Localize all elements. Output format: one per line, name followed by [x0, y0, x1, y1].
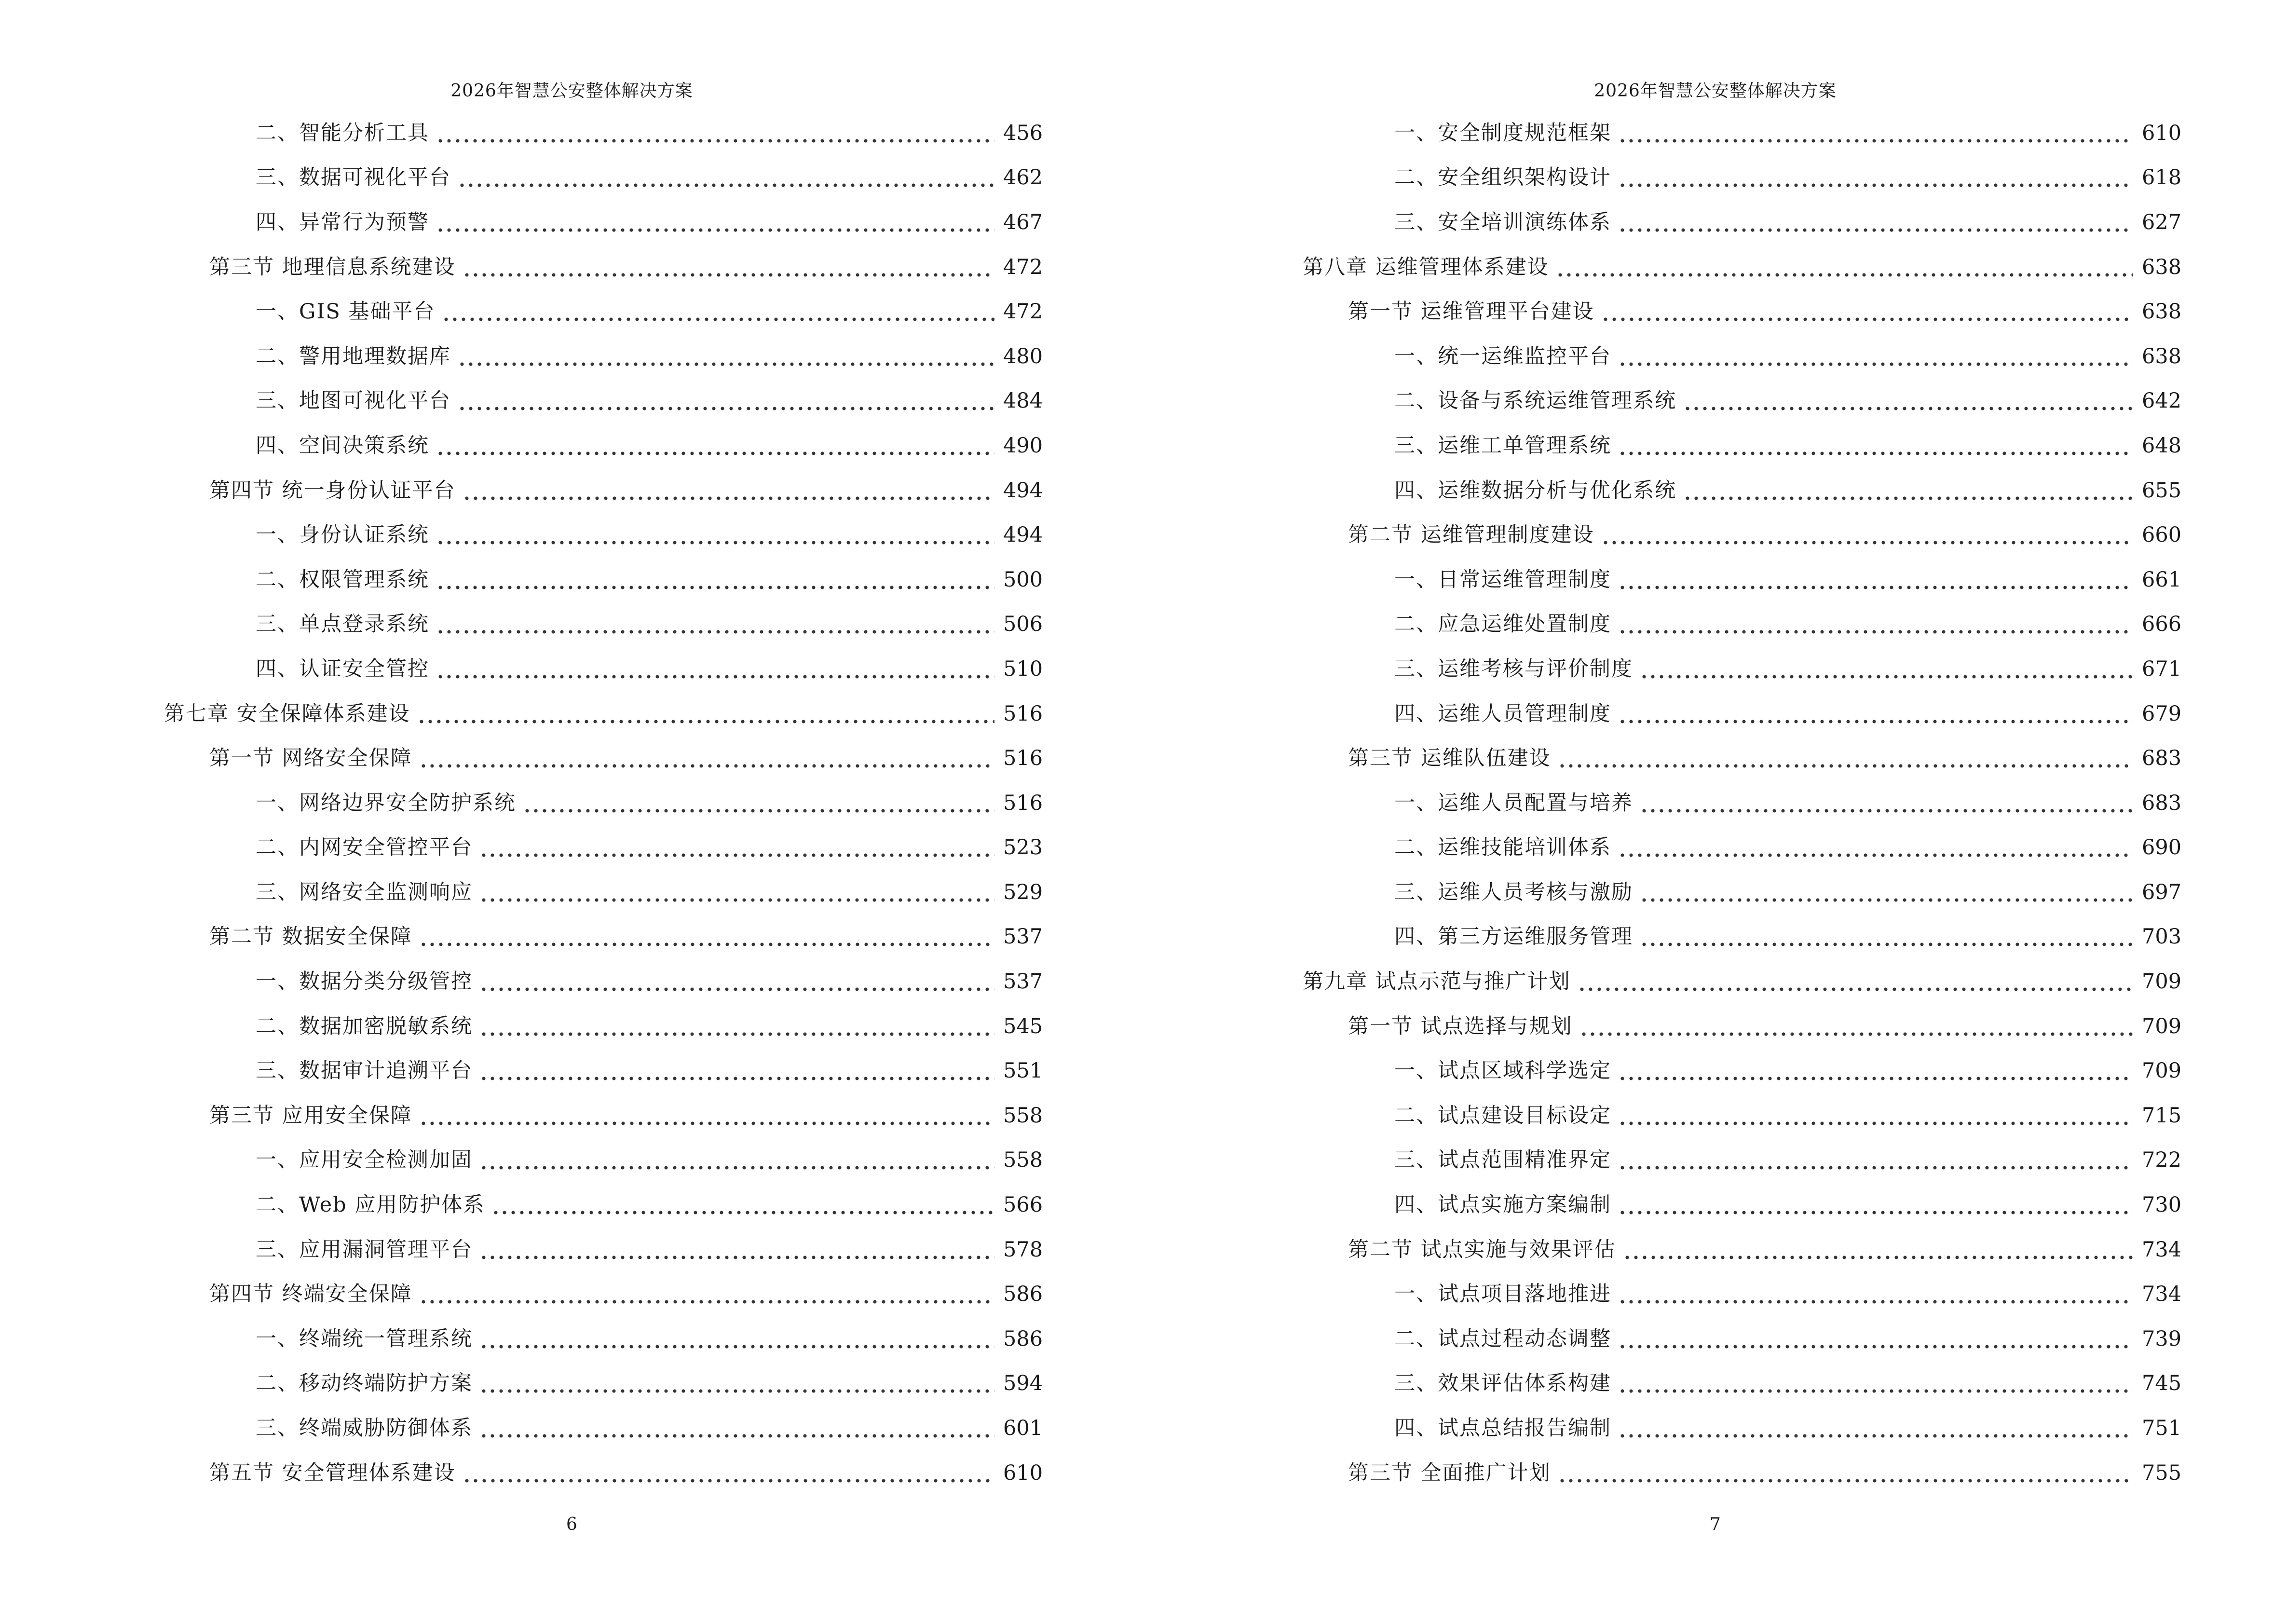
toc-entry-title: 第三节 全面推广计划 [1348, 1460, 1551, 1485]
toc-entry-title: 四、试点总结报告编制 [1394, 1416, 1611, 1441]
toc-entry-title: 四、认证安全管控 [256, 656, 429, 681]
toc-entry[interactable] [164, 1093, 1042, 1138]
toc-entry-page-number: 594 [1003, 1371, 1043, 1396]
toc-entry-page-number: 627 [2142, 210, 2182, 234]
toc-entry-title: 二、智能分析工具 [256, 121, 429, 145]
dot-leader [1683, 480, 2133, 501]
dot-leader [1601, 301, 2133, 322]
dot-leader [463, 257, 994, 278]
dot-leader [436, 570, 994, 590]
toc-entry-page-number: 516 [1003, 746, 1043, 771]
dot-leader [1558, 1463, 2133, 1484]
toc-entry-title: 第三节 应用安全保障 [209, 1103, 412, 1128]
toc-entry-title: 二、应急运维处置制度 [1394, 612, 1611, 637]
toc-entry[interactable] [164, 1049, 1042, 1093]
toc-entry-title: 三、单点登录系统 [256, 612, 429, 637]
dot-leader [436, 659, 994, 680]
dot-leader [1640, 659, 2133, 680]
dot-leader [1640, 882, 2133, 903]
toc-entry-title: 第四节 终端安全保障 [209, 1282, 412, 1307]
toc-entry-page-number: 638 [2142, 344, 2182, 368]
toc-entry[interactable] [164, 1004, 1042, 1049]
toc-entry-title: 二、警用地理数据库 [256, 344, 451, 368]
toc-entry-page-number: 679 [2142, 701, 2182, 726]
toc-entry-title: 三、运维考核与评价制度 [1394, 656, 1633, 681]
toc-entry-page-number: 703 [2142, 925, 2182, 949]
toc-entry-title: 第三节 运维队伍建设 [1348, 746, 1551, 771]
toc-entry[interactable] [1303, 1451, 2180, 1496]
toc-entry-page-number: 494 [1003, 523, 1043, 547]
toc-entry[interactable] [1303, 1317, 2180, 1362]
running-header: 2026年智慧公安整体解决方案 [1594, 81, 1837, 101]
toc-entry-page-number: 551 [1003, 1059, 1043, 1083]
dot-leader [479, 1329, 994, 1350]
dot-leader [1618, 1418, 2133, 1439]
toc-entry-page-number: 666 [2142, 612, 2182, 637]
toc-entry-page-number: 558 [1003, 1148, 1043, 1173]
toc-entry-title: 第一节 运维管理平台建设 [1348, 300, 1594, 324]
toc-entry-page-number: 697 [2142, 880, 2182, 904]
dot-leader [419, 748, 994, 769]
dot-leader [1601, 525, 2133, 546]
toc-entry[interactable] [1303, 156, 2180, 201]
toc-entry-title: 一、运维人员配置与培养 [1394, 791, 1633, 815]
toc-entry[interactable] [1303, 423, 2180, 468]
toc-entry-title: 一、安全制度规范框架 [1394, 121, 1611, 145]
toc-entry[interactable] [164, 602, 1042, 647]
toc-entry[interactable] [164, 915, 1042, 960]
dot-leader [1618, 212, 2133, 233]
toc-entry[interactable] [1303, 111, 2180, 156]
toc-entry-page-number: 500 [1003, 567, 1043, 592]
toc-entry-title: 第八章 运维管理体系建设 [1303, 255, 1549, 279]
table-of-contents [164, 111, 1042, 1495]
toc-entry[interactable] [164, 111, 1042, 156]
toc-entry[interactable] [164, 1138, 1042, 1183]
toc-entry-page-number: 715 [2142, 1103, 2182, 1128]
toc-entry-title: 三、数据可视化平台 [256, 165, 451, 190]
toc-entry[interactable] [164, 870, 1042, 915]
toc-entry-title: 四、异常行为预警 [256, 210, 429, 234]
toc-entry[interactable] [1303, 468, 2180, 513]
dot-leader [436, 212, 994, 233]
toc-entry[interactable] [1303, 513, 2180, 558]
toc-entry-title: 四、第三方运维服务管理 [1394, 925, 1633, 949]
dot-leader [417, 704, 994, 724]
toc-entry-page-number: 472 [1003, 255, 1043, 279]
toc-entry[interactable] [164, 379, 1042, 424]
dot-leader [479, 1150, 994, 1171]
toc-entry-page-number: 683 [2142, 746, 2182, 771]
toc-entry-page-number: 467 [1003, 210, 1043, 234]
toc-entry[interactable] [164, 647, 1042, 692]
toc-entry[interactable] [1303, 1272, 2180, 1317]
toc-entry-page-number: 660 [2142, 523, 2182, 547]
toc-entry[interactable] [1303, 245, 2180, 290]
dot-leader [1618, 1150, 2133, 1171]
toc-entry-title: 二、权限管理系统 [256, 567, 429, 592]
dot-leader [419, 927, 994, 947]
toc-entry-page-number: 618 [2142, 165, 2182, 190]
toc-entry-title: 第一节 网络安全保障 [209, 746, 412, 771]
toc-entry-page-number: 709 [2142, 1014, 2182, 1038]
toc-entry[interactable] [164, 423, 1042, 468]
toc-entry[interactable] [1303, 692, 2180, 737]
toc-entry-page-number: 610 [1003, 1460, 1043, 1485]
toc-entry-title: 第二节 数据安全保障 [209, 925, 412, 949]
toc-entry-title: 一、统一运维监控平台 [1394, 344, 1611, 368]
dot-leader [436, 436, 994, 456]
toc-entry[interactable] [164, 468, 1042, 513]
dot-leader [1618, 614, 2133, 635]
toc-entry-title: 四、试点实施方案编制 [1394, 1193, 1611, 1217]
toc-entry[interactable] [1303, 602, 2180, 647]
toc-entry[interactable] [1303, 1183, 2180, 1228]
toc-entry-page-number: 472 [1003, 300, 1043, 324]
toc-entry-page-number: 462 [1003, 165, 1043, 190]
toc-entry[interactable] [164, 156, 1042, 201]
toc-entry-page-number: 529 [1003, 880, 1043, 904]
toc-entry[interactable] [1303, 334, 2180, 379]
toc-entry-page-number: 456 [1003, 121, 1043, 145]
toc-entry[interactable] [1303, 1362, 2180, 1406]
toc-entry-title: 第二节 运维管理制度建设 [1348, 523, 1594, 547]
dot-leader [1578, 971, 2133, 992]
page-number: 7 [1710, 1515, 1721, 1534]
toc-entry[interactable] [164, 1406, 1042, 1451]
dot-leader [479, 1418, 994, 1439]
toc-entry[interactable] [1303, 1004, 2180, 1049]
toc-entry-page-number: 638 [2142, 300, 2182, 324]
toc-entry-title: 第四节 统一身份认证平台 [209, 478, 456, 503]
toc-entry[interactable] [1303, 826, 2180, 871]
toc-entry-page-number: 722 [2142, 1148, 2182, 1173]
toc-entry-title: 二、运维技能培训体系 [1394, 835, 1611, 860]
toc-entry-page-number: 751 [2142, 1416, 2182, 1441]
toc-entry-title: 一、网络边界安全防护系统 [256, 791, 516, 815]
dot-leader [1579, 1016, 2133, 1037]
dot-leader [1618, 123, 2133, 144]
toc-entry-page-number: 516 [1003, 701, 1043, 726]
dot-leader [491, 1195, 994, 1215]
toc-entry-title: 二、数据加密脱敏系统 [256, 1014, 473, 1038]
toc-entry-page-number: 537 [1003, 969, 1043, 994]
dot-leader [479, 1016, 994, 1037]
dot-leader [458, 346, 994, 367]
toc-entry-title: 一、GIS 基础平台 [256, 300, 436, 324]
toc-entry[interactable] [164, 736, 1042, 781]
toc-entry-page-number: 516 [1003, 791, 1043, 815]
document-page-right [1144, 0, 2287, 1624]
toc-entry-page-number: 683 [2142, 791, 2182, 815]
toc-entry-title: 第九章 试点示范与推广计划 [1303, 969, 1571, 994]
dot-leader [1618, 436, 2133, 456]
dot-leader [1618, 346, 2133, 367]
toc-entry-page-number: 490 [1003, 433, 1043, 458]
dot-leader [442, 301, 994, 322]
toc-entry-title: 一、终端统一管理系统 [256, 1326, 473, 1351]
toc-entry-page-number: 480 [1003, 344, 1043, 368]
toc-entry-title: 第一节 试点选择与规划 [1348, 1014, 1573, 1038]
toc-entry[interactable] [164, 826, 1042, 871]
toc-entry-page-number: 601 [1003, 1416, 1043, 1441]
toc-entry-title: 二、Web 应用防护体系 [256, 1193, 485, 1217]
toc-entry[interactable] [164, 558, 1042, 602]
toc-entry-title: 三、数据审计追溯平台 [256, 1059, 473, 1083]
dot-leader [1618, 1105, 2133, 1126]
toc-entry[interactable] [164, 1183, 1042, 1228]
toc-entry[interactable] [1303, 1228, 2180, 1272]
toc-entry-title: 一、试点区域科学选定 [1394, 1059, 1611, 1083]
toc-entry[interactable] [164, 781, 1042, 826]
toc-entry[interactable] [164, 289, 1042, 334]
dot-leader [1618, 1329, 2133, 1350]
toc-entry-title: 第五节 安全管理体系建设 [209, 1460, 456, 1485]
toc-entry[interactable] [1303, 736, 2180, 781]
toc-entry-page-number: 734 [2142, 1282, 2182, 1307]
toc-entry[interactable] [164, 334, 1042, 379]
dot-leader [523, 793, 994, 814]
toc-entry[interactable] [1303, 1406, 2180, 1451]
dot-leader [479, 1061, 994, 1081]
dot-leader [1623, 1240, 2133, 1260]
toc-entry-title: 二、内网安全管控平台 [256, 835, 473, 860]
toc-entry-title: 二、设备与系统运维管理系统 [1394, 389, 1676, 413]
dot-leader [436, 123, 994, 144]
toc-entry-page-number: 586 [1003, 1282, 1043, 1307]
dot-leader [479, 971, 994, 992]
toc-entry-title: 二、试点过程动态调整 [1394, 1326, 1611, 1351]
dot-leader [419, 1105, 994, 1126]
toc-entry-title: 三、地图可视化平台 [256, 389, 451, 413]
dot-leader [1683, 391, 2133, 411]
dot-leader [1618, 570, 2133, 590]
dot-leader [479, 882, 994, 903]
toc-entry[interactable] [1303, 289, 2180, 334]
dot-leader [463, 480, 994, 501]
toc-entry-page-number: 545 [1003, 1014, 1043, 1038]
toc-entry[interactable] [1303, 915, 2180, 960]
toc-entry-title: 四、运维人员管理制度 [1394, 701, 1611, 726]
toc-entry-page-number: 537 [1003, 925, 1043, 949]
toc-entry-page-number: 586 [1003, 1326, 1043, 1351]
toc-entry[interactable] [1303, 1138, 2180, 1183]
toc-entry[interactable] [164, 959, 1042, 1004]
toc-entry[interactable] [1303, 647, 2180, 692]
dot-leader [1618, 1373, 2133, 1394]
toc-entry[interactable] [164, 1272, 1042, 1317]
toc-entry-title: 第七章 安全保障体系建设 [164, 701, 410, 726]
dot-leader [458, 391, 994, 411]
toc-entry-title: 三、终端威胁防御体系 [256, 1416, 473, 1441]
dot-leader [479, 1240, 994, 1260]
dot-leader [1618, 167, 2133, 188]
toc-entry-title: 二、试点建设目标设定 [1394, 1103, 1611, 1128]
toc-entry-page-number: 566 [1003, 1193, 1043, 1217]
toc-entry-title: 三、应用漏洞管理平台 [256, 1237, 473, 1262]
toc-entry[interactable] [164, 1228, 1042, 1272]
toc-entry-page-number: 638 [2142, 255, 2182, 279]
toc-entry[interactable] [164, 513, 1042, 558]
toc-entry[interactable] [1303, 1093, 2180, 1138]
toc-entry-page-number: 494 [1003, 478, 1043, 503]
toc-entry[interactable] [1303, 1049, 2180, 1093]
toc-entry-title: 四、运维数据分析与优化系统 [1394, 478, 1676, 503]
dot-leader [1618, 837, 2133, 858]
dot-leader [463, 1463, 994, 1484]
dot-leader [458, 167, 994, 188]
toc-entry[interactable] [164, 1451, 1042, 1496]
dot-leader [1618, 704, 2133, 724]
toc-entry-page-number: 484 [1003, 389, 1043, 413]
toc-entry-page-number: 661 [2142, 567, 2182, 592]
toc-entry-page-number: 690 [2142, 835, 2182, 860]
table-of-contents [1303, 111, 2180, 1495]
running-header: 2026年智慧公安整体解决方案 [450, 81, 693, 101]
toc-entry[interactable] [1303, 781, 2180, 826]
dot-leader [1640, 793, 2133, 814]
toc-entry-page-number: 755 [2142, 1460, 2182, 1485]
toc-entry-title: 第二节 试点实施与效果评估 [1348, 1237, 1616, 1262]
toc-entry-title: 一、身份认证系统 [256, 523, 429, 547]
dot-leader [1618, 1195, 2133, 1215]
toc-entry-title: 三、网络安全监测响应 [256, 880, 473, 904]
toc-entry-title: 四、空间决策系统 [256, 433, 429, 458]
dot-leader [1556, 257, 2133, 278]
dot-leader [436, 614, 994, 635]
toc-entry-page-number: 610 [2142, 121, 2182, 145]
toc-entry[interactable] [1303, 558, 2180, 602]
toc-entry-page-number: 671 [2142, 656, 2182, 681]
toc-entry[interactable] [1303, 959, 2180, 1004]
toc-entry[interactable] [164, 200, 1042, 245]
toc-entry-title: 三、运维人员考核与激励 [1394, 880, 1633, 904]
toc-entry[interactable] [164, 245, 1042, 290]
dot-leader [479, 837, 994, 858]
toc-entry-title: 三、安全培训演练体系 [1394, 210, 1611, 234]
toc-entry-page-number: 642 [2142, 389, 2182, 413]
toc-entry-page-number: 730 [2142, 1193, 2182, 1217]
toc-entry-page-number: 523 [1003, 835, 1043, 860]
toc-entry-page-number: 648 [2142, 433, 2182, 458]
dot-leader [1640, 927, 2133, 947]
toc-entry-page-number: 578 [1003, 1237, 1043, 1262]
dot-leader [1618, 1284, 2133, 1305]
toc-entry[interactable] [1303, 200, 2180, 245]
toc-entry[interactable] [1303, 870, 2180, 915]
toc-entry-title: 一、日常运维管理制度 [1394, 567, 1611, 592]
toc-entry-page-number: 558 [1003, 1103, 1043, 1128]
dot-leader [479, 1373, 994, 1394]
toc-entry-title: 一、数据分类分级管控 [256, 969, 473, 994]
toc-entry-title: 三、运维工单管理系统 [1394, 433, 1611, 458]
toc-entry[interactable] [164, 1362, 1042, 1406]
toc-entry-page-number: 510 [1003, 656, 1043, 681]
toc-entry-title: 二、移动终端防护方案 [256, 1371, 473, 1396]
dot-leader [1618, 1061, 2133, 1081]
toc-entry-page-number: 709 [2142, 969, 2182, 994]
toc-entry-page-number: 655 [2142, 478, 2182, 503]
dot-leader [419, 1284, 994, 1305]
toc-entry-title: 第三节 地理信息系统建设 [209, 255, 456, 279]
toc-entry-page-number: 506 [1003, 612, 1043, 637]
toc-entry-title: 三、试点范围精准界定 [1394, 1148, 1611, 1173]
toc-entry-title: 三、效果评估体系构建 [1394, 1371, 1611, 1396]
toc-entry-title: 一、试点项目落地推进 [1394, 1282, 1611, 1307]
toc-entry-page-number: 734 [2142, 1237, 2182, 1262]
toc-entry[interactable] [164, 692, 1042, 737]
dot-leader [1558, 748, 2133, 769]
toc-entry[interactable] [1303, 379, 2180, 424]
toc-entry[interactable] [164, 1317, 1042, 1362]
toc-entry-title: 一、应用安全检测加固 [256, 1148, 473, 1173]
toc-entry-page-number: 709 [2142, 1059, 2182, 1083]
toc-entry-page-number: 739 [2142, 1326, 2182, 1351]
toc-entry-title: 二、安全组织架构设计 [1394, 165, 1611, 190]
toc-entry-page-number: 745 [2142, 1371, 2182, 1396]
dot-leader [436, 525, 994, 546]
page-number: 6 [566, 1515, 577, 1534]
